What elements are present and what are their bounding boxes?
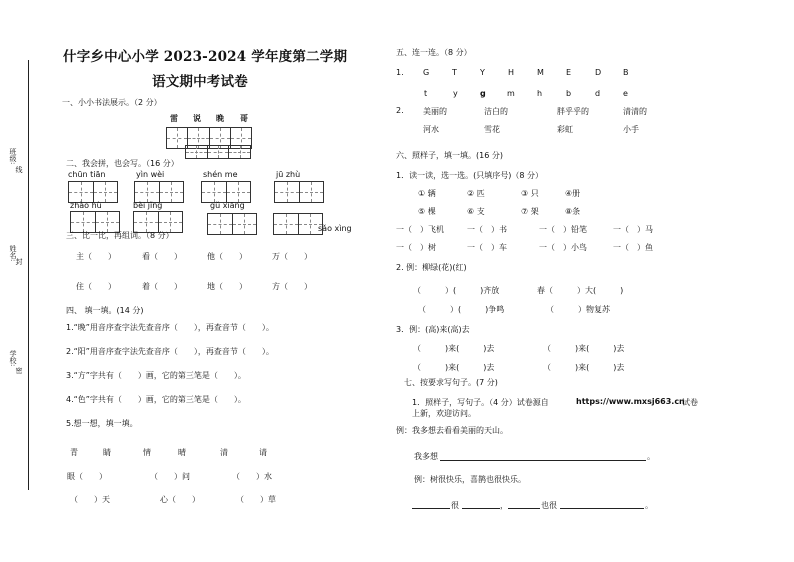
measure-opt-2: ② 匹 bbox=[467, 189, 485, 198]
school-label: 学校: bbox=[9, 350, 17, 367]
s7-example-1: 例：我多想去看看美丽的天山。 bbox=[396, 426, 508, 435]
measure-fill-4[interactable]: 一（ ）马 bbox=[613, 225, 653, 234]
adjective-3[interactable]: 胖乎乎的 bbox=[557, 107, 589, 116]
s7-fill1-line[interactable] bbox=[440, 460, 646, 461]
pinyin-1: chūn tiān bbox=[68, 170, 106, 179]
section6-title: 六、照样子，填一填。(16 分) bbox=[396, 151, 503, 160]
source-url-link[interactable]: https://www.mxsj663.cn bbox=[576, 397, 685, 406]
s7-q1-text: 1．照样子，写句子。（4 分）试卷源自 bbox=[412, 398, 549, 407]
pattern-fill-1[interactable]: （ )来( )去 bbox=[413, 344, 495, 353]
upper-letter-8[interactable]: B bbox=[623, 68, 629, 77]
s6-q3-text: 3．例：(高)来(高)去 bbox=[396, 325, 470, 334]
pattern-fill-3[interactable]: （ )来( )去 bbox=[413, 363, 495, 372]
seal-char-2: 封 bbox=[15, 258, 23, 265]
pinyin-3: shén me bbox=[203, 170, 238, 179]
idiom-fill-3[interactable]: （ ）( )争鸣 bbox=[418, 305, 505, 314]
calligraphy-word-2: 说 bbox=[193, 114, 201, 123]
compare-8[interactable]: 方（ ） bbox=[272, 282, 312, 291]
s6-q1-text: 1．读一读，选一选。(只填序号)（8 分） bbox=[396, 171, 543, 180]
lower-letter-2[interactable]: y bbox=[453, 89, 458, 98]
idiom-fill-1[interactable]: （ ）( )齐放 bbox=[413, 286, 500, 295]
measure-opt-5: ⑤ 棵 bbox=[418, 207, 436, 216]
compare-4[interactable]: 万（ ） bbox=[272, 252, 312, 261]
char-option-3: 情 bbox=[143, 448, 151, 457]
measure-opt-3: ③ 只 bbox=[521, 189, 539, 198]
upper-letter-3[interactable]: Y bbox=[480, 68, 485, 77]
binding-line bbox=[28, 60, 29, 490]
word-fill-1[interactable]: 眼（ ） bbox=[67, 472, 107, 481]
s7-fill2-line-1[interactable] bbox=[412, 508, 450, 509]
measure-opt-7: ⑦ 架 bbox=[521, 207, 539, 216]
compare-7[interactable]: 地（ ） bbox=[207, 282, 247, 291]
s7-q1-continued: 上新，欢迎访问。 bbox=[412, 409, 476, 418]
lower-letter-4[interactable]: m bbox=[507, 89, 515, 98]
upper-letter-1[interactable]: G bbox=[423, 68, 430, 77]
measure-fill-7[interactable]: 一（ ）小鸟 bbox=[539, 243, 587, 252]
exam-title-line2: 语文期中考试卷 bbox=[152, 74, 248, 90]
noun-3[interactable]: 彩虹 bbox=[557, 125, 573, 134]
write-grid-4[interactable] bbox=[274, 181, 324, 203]
measure-fill-8[interactable]: 一（ ）鱼 bbox=[613, 243, 653, 252]
seal-char: 线 bbox=[15, 166, 23, 173]
calligraphy-word-4: 哥 bbox=[240, 114, 248, 123]
upper-letter-2[interactable]: T bbox=[452, 68, 457, 77]
lower-letter-3[interactable]: g bbox=[480, 89, 486, 98]
compare-5[interactable]: 住（ ） bbox=[76, 282, 116, 291]
compare-3[interactable]: 他（ ） bbox=[207, 252, 247, 261]
s7-fill2-line-3[interactable] bbox=[508, 508, 540, 509]
match2-number: 2. bbox=[396, 106, 404, 115]
s7-fill2-hen: 很 bbox=[451, 501, 459, 510]
lower-letter-7[interactable]: d bbox=[595, 89, 601, 98]
section5-title: 五、连一连。（8 分） bbox=[396, 48, 472, 57]
section7-title: 七、按要求写句子。(7 分) bbox=[404, 378, 498, 387]
noun-1[interactable]: 河水 bbox=[423, 125, 439, 134]
fill-q5: 5.想一想，填一填。 bbox=[66, 419, 138, 428]
section2-title: 二、我会拼，也会写。（16 分） bbox=[66, 159, 179, 168]
char-option-6: 请 bbox=[259, 448, 267, 457]
measure-fill-6[interactable]: 一（ ）车 bbox=[467, 243, 507, 252]
measure-opt-6: ⑥ 支 bbox=[467, 207, 485, 216]
compare-2[interactable]: 看（ ） bbox=[142, 252, 182, 261]
word-fill-3[interactable]: （ ）水 bbox=[232, 472, 272, 481]
char-option-4: 晴 bbox=[178, 448, 186, 457]
pattern-fill-2[interactable]: （ )来( )去 bbox=[543, 344, 625, 353]
s7-fill2-period: 。 bbox=[645, 501, 653, 510]
section1-title: 一、小小书法展示。（2 分） bbox=[62, 98, 162, 107]
calligraphy-word-3: 晚 bbox=[216, 114, 224, 123]
s6-q2-text: 2. 例：柳绿(花)(红) bbox=[396, 263, 467, 272]
adjective-1[interactable]: 美丽的 bbox=[423, 107, 447, 116]
lower-letter-5[interactable]: h bbox=[537, 89, 543, 98]
write-grid-2[interactable] bbox=[134, 181, 184, 203]
lower-letter-1[interactable]: t bbox=[424, 89, 428, 98]
compare-6[interactable]: 着（ ） bbox=[142, 282, 182, 291]
s7-example-2: 例：树很快乐，喜鹊也很快乐。 bbox=[414, 475, 526, 484]
s7-fill1-prefix: 我多想 bbox=[414, 452, 438, 461]
write-grid-1[interactable] bbox=[68, 181, 118, 203]
calligraphy-word-1: 雷 bbox=[170, 114, 178, 123]
noun-2[interactable]: 雪花 bbox=[484, 125, 500, 134]
word-fill-5[interactable]: 心（ ） bbox=[160, 495, 200, 504]
s7-fill2-line-2[interactable] bbox=[462, 508, 500, 509]
pinyin-6: bèi jǐng bbox=[133, 201, 163, 210]
measure-fill-5[interactable]: 一（ ）树 bbox=[396, 243, 436, 252]
adjective-4[interactable]: 清清的 bbox=[623, 107, 647, 116]
upper-letter-4[interactable]: H bbox=[508, 68, 515, 77]
char-option-1: 青 bbox=[70, 448, 78, 457]
measure-opt-1: ① 辆 bbox=[418, 189, 436, 198]
measure-fill-1[interactable]: 一（ ）飞机 bbox=[396, 225, 444, 234]
pinyin-7: gǔ xiāng bbox=[210, 201, 245, 210]
adjective-2[interactable]: 洁白的 bbox=[484, 107, 508, 116]
fill-q2[interactable]: 2.“阳”用音序查字法先查音序（ ），再查音节（ ）。 bbox=[66, 347, 274, 356]
pattern-fill-4[interactable]: （ )来( )去 bbox=[543, 363, 625, 372]
measure-fill-3[interactable]: 一（ ）铅笔 bbox=[539, 225, 587, 234]
idiom-fill-2[interactable]: 春（ ）大( ) bbox=[537, 286, 624, 295]
pinyin-5: zhào hù bbox=[70, 201, 102, 210]
char-option-5: 清 bbox=[220, 448, 228, 457]
name-label: 姓名: bbox=[9, 245, 17, 262]
word-fill-2[interactable]: （ ）问 bbox=[150, 472, 190, 481]
word-fill-6[interactable]: （ ）草 bbox=[236, 495, 276, 504]
upper-letter-7[interactable]: D bbox=[595, 68, 602, 77]
measure-opt-4: ④册 bbox=[565, 189, 581, 198]
pinyin-2: yìn wèi bbox=[136, 170, 165, 179]
write-grid-8[interactable] bbox=[273, 213, 323, 235]
char-option-2: 睛 bbox=[103, 448, 111, 457]
write-grid-3[interactable] bbox=[201, 181, 251, 203]
match1-number: 1. bbox=[396, 68, 404, 77]
noun-4[interactable]: 小手 bbox=[623, 125, 639, 134]
s7-fill2-comma: ， bbox=[500, 501, 508, 510]
upper-letter-6[interactable]: E bbox=[566, 68, 572, 77]
fill-q4[interactable]: 4.“色”字共有（ ）画，它的第三笔是（ ）。 bbox=[66, 395, 246, 404]
exam-title-line1: 什字乡中心小学 2023-2024 学年度第二学期 bbox=[63, 49, 348, 65]
s7-fill1-period: 。 bbox=[647, 452, 655, 461]
pinyin-4: jū zhù bbox=[276, 170, 301, 179]
section4-title: 四、 填一填。(14 分) bbox=[66, 306, 144, 315]
seal-char-3: 密 bbox=[15, 367, 23, 374]
write-grid-7[interactable] bbox=[207, 213, 257, 235]
lower-letter-8[interactable]: e bbox=[623, 89, 628, 98]
pinyin-8: sǎo xìng bbox=[318, 224, 352, 233]
s7-q1-suffix: 试卷 bbox=[682, 398, 698, 407]
measure-opt-8: ⑧条 bbox=[565, 207, 581, 216]
idiom-fill-4[interactable]: （ ）物复苏 bbox=[546, 305, 610, 314]
fill-q1[interactable]: 1.“晚”用音序查字法先查音序（ ），再查音节（ ）。 bbox=[66, 323, 274, 332]
section3-title: 三、比一比，再组词。（8 分） bbox=[66, 231, 174, 240]
word-fill-4[interactable]: （ ）天 bbox=[70, 495, 110, 504]
fill-q3[interactable]: 3.“方”字共有（ ）画，它的第三笔是（ ）。 bbox=[66, 371, 246, 380]
lower-letter-6[interactable]: b bbox=[566, 89, 572, 98]
compare-1[interactable]: 主（ ） bbox=[76, 252, 116, 261]
s7-fill2-yehen: 也很 bbox=[541, 501, 557, 510]
s7-fill2-line-4[interactable] bbox=[560, 508, 644, 509]
measure-fill-2[interactable]: 一（ ）书 bbox=[467, 225, 507, 234]
upper-letter-5[interactable]: M bbox=[537, 68, 544, 77]
class-label: 班级: bbox=[9, 148, 17, 165]
calligraphy-grid-2[interactable] bbox=[185, 145, 251, 159]
